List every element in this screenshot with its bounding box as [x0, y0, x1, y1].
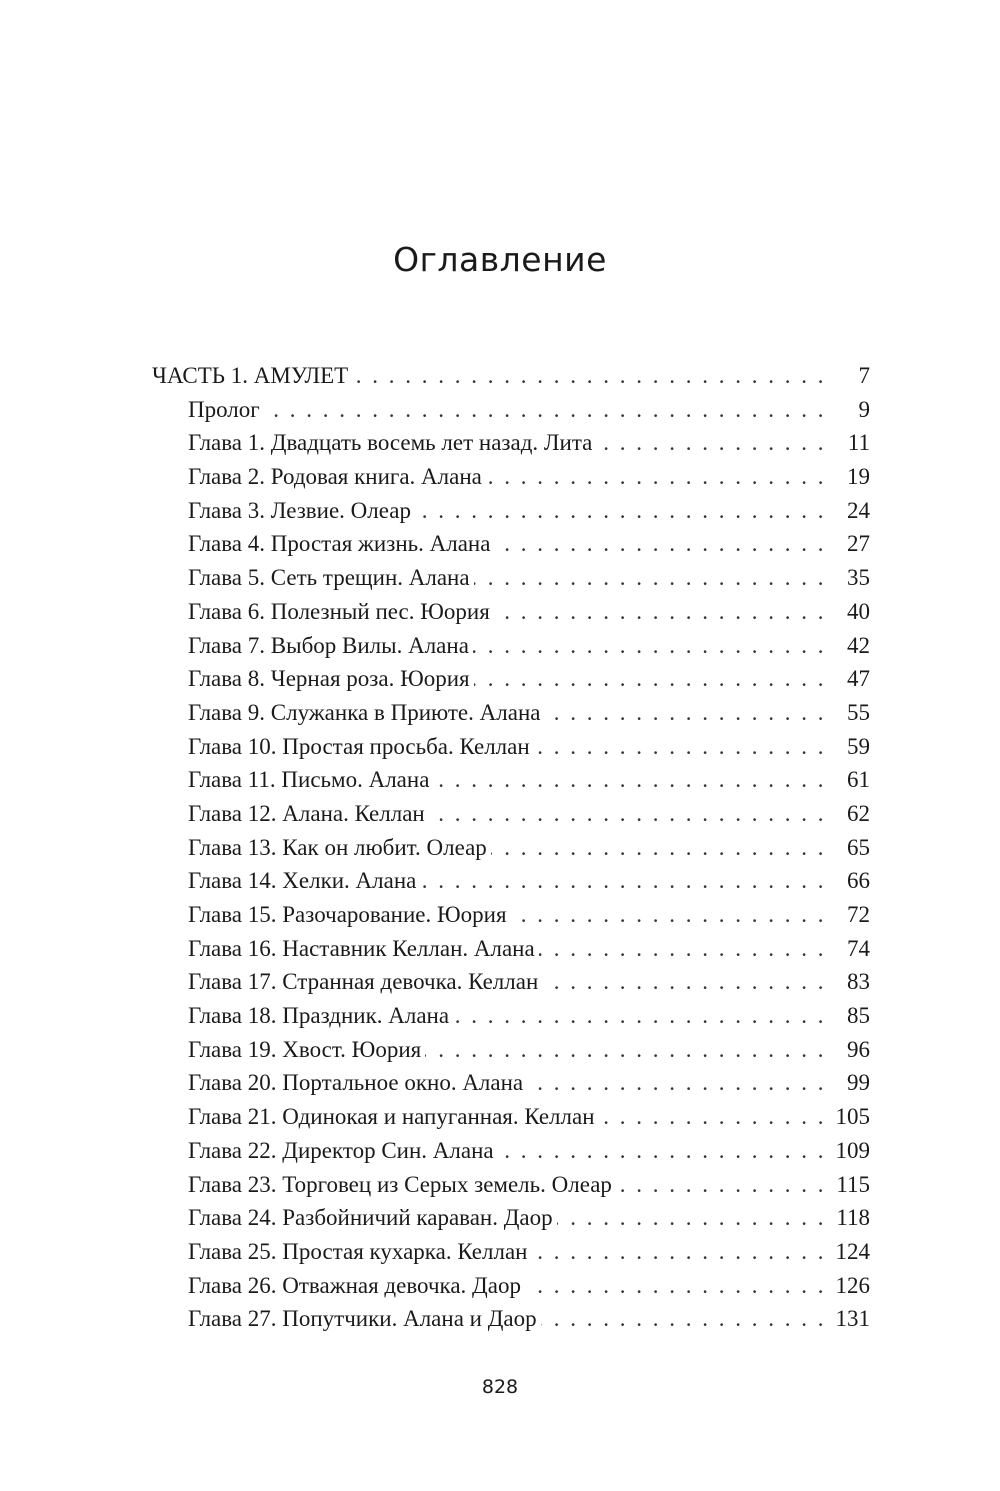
toc-entry[interactable]: [152, 831, 870, 865]
toc-entry-page: 124: [835, 1238, 870, 1264]
toc-entry[interactable]: [152, 1066, 870, 1100]
toc-entry-title: Глава 1. Двадцать восемь лет назад. Лита: [188, 430, 593, 456]
toc-entry-page: 74: [847, 935, 870, 961]
toc-entry[interactable]: [152, 797, 870, 831]
toc-entry-page: 62: [847, 800, 870, 826]
dot-leader: [616, 1168, 826, 1202]
dot-leader: [491, 831, 826, 865]
toc-entry-title: Глава 27. Попутчики. Алана и Даор: [188, 1306, 537, 1332]
toc-entry-page: 105: [835, 1104, 870, 1130]
toc-entry-title: Глава 18. Праздник. Алана: [188, 1003, 450, 1029]
dot-leader: [433, 763, 826, 797]
toc-entry[interactable]: [152, 965, 870, 999]
dot-leader: [425, 1033, 826, 1067]
toc-entry-title: Глава 22. Директор Син. Алана: [188, 1137, 494, 1163]
toc-entry-page: 72: [847, 902, 870, 927]
toc-entry-title: Глава 13. Как он любит. Олеар: [188, 834, 487, 860]
table-of-contents: [152, 359, 870, 1336]
toc-entry-page: 131: [835, 1306, 870, 1332]
toc-entry[interactable]: [152, 763, 870, 797]
dot-leader: [420, 864, 826, 898]
dot-leader: [511, 898, 826, 932]
toc-entry[interactable]: [152, 629, 870, 663]
toc-entry-title: Глава 12. Алана. Келлан: [188, 800, 425, 826]
dot-leader: [542, 965, 826, 999]
toc-entry-page: 27: [847, 531, 870, 557]
toc-entry-page: 126: [835, 1272, 870, 1298]
toc-entry-page: 24: [847, 497, 870, 523]
toc-entry-page: 109: [835, 1137, 870, 1163]
toc-entry-title: Глава 23. Торговец из Серых земель. Олеар: [188, 1171, 612, 1197]
toc-entry[interactable]: [152, 460, 870, 494]
toc-entry-title: Глава 26. Отважная девочка. Даор: [188, 1272, 521, 1298]
toc-entry-page: 55: [847, 699, 870, 725]
dot-leader: [264, 393, 826, 427]
toc-entry[interactable]: [152, 662, 870, 696]
dot-leader: [534, 730, 826, 764]
toc-entry-page: 47: [847, 666, 870, 692]
toc-entry-title: Глава 19. Хвост. Юория: [188, 1036, 422, 1062]
toc-entry[interactable]: [152, 730, 870, 764]
toc-entry[interactable]: [152, 1134, 870, 1168]
toc-entry-title: Глава 10. Простая просьба. Келлан: [188, 733, 530, 759]
page-number: 828: [481, 1376, 519, 1398]
toc-entry[interactable]: [152, 561, 870, 595]
dot-leader: [527, 1066, 826, 1100]
dot-leader: [474, 662, 826, 696]
page-title: Оглавление: [393, 240, 607, 279]
toc-entry-title: Глава 17. Странная девочка. Келлан: [188, 969, 539, 995]
dot-leader: [599, 1100, 826, 1134]
toc-entry-page: 42: [847, 632, 870, 658]
toc-entry-page: 35: [847, 565, 870, 591]
toc-entry-page: 7: [858, 363, 870, 388]
dot-leader: [541, 1302, 826, 1336]
toc-entry[interactable]: [152, 932, 870, 966]
toc-entry-title: Глава 21. Одинокая и напуганная. Келлан: [188, 1104, 595, 1130]
toc-entry[interactable]: [152, 999, 870, 1033]
toc-entry[interactable]: [152, 426, 870, 460]
toc-entry[interactable]: [152, 1235, 870, 1269]
toc-entry[interactable]: [152, 1168, 870, 1202]
dot-leader: [557, 1201, 826, 1235]
toc-entry[interactable]: [152, 595, 870, 629]
dot-leader: [429, 797, 826, 831]
toc-entry-title: Глава 6. Полезный пес. Юория: [188, 598, 490, 624]
toc-entry[interactable]: [152, 864, 870, 898]
toc-entry[interactable]: [152, 1302, 870, 1336]
dot-leader: [544, 696, 826, 730]
toc-entry-page: 11: [847, 430, 870, 456]
toc-entry-page: 59: [847, 733, 870, 759]
dot-leader: [486, 460, 826, 494]
dot-leader: [473, 629, 826, 663]
dot-leader: [531, 1235, 826, 1269]
toc-entry-page: 96: [847, 1036, 870, 1062]
toc-entry-page: 85: [847, 1003, 870, 1029]
toc-entry-page: 99: [847, 1070, 870, 1096]
toc-entry-title: Глава 11. Письмо. Алана: [188, 767, 430, 793]
toc-entry-title: Глава 2. Родовая книга. Алана: [188, 464, 482, 490]
dot-leader: [494, 527, 826, 561]
toc-entry-page: 19: [847, 464, 870, 490]
toc-entry-title: Глава 14. Хелки. Алана: [188, 868, 417, 894]
toc-entry-title: Глава 24. Разбойничий караван. Даор: [188, 1205, 553, 1231]
toc-entry-page: 83: [847, 969, 870, 995]
toc-entry[interactable]: [152, 1100, 870, 1134]
toc-entry-title: Глава 16. Наставник Келлан. Алана: [188, 935, 535, 961]
dot-leader: [539, 932, 826, 966]
toc-entry-page: 118: [836, 1205, 870, 1231]
toc-entry[interactable]: [152, 1201, 870, 1235]
toc-entry-title: Глава 9. Служанка в Приюте. Алана: [188, 699, 541, 725]
toc-entry-title: Глава 15. Разочарование. Юория: [188, 902, 507, 927]
dot-leader: [352, 359, 826, 393]
toc-entry-title: Глава 20. Портальное окно. Алана: [188, 1070, 524, 1096]
toc-entry-title: Глава 3. Лезвие. Олеар: [188, 497, 411, 523]
toc-entry[interactable]: [152, 359, 870, 393]
toc-entry-title: Глава 5. Сеть трещин. Алана: [188, 565, 470, 591]
toc-entry-title: ЧАСТЬ 1. АМУЛЕТ: [152, 363, 349, 388]
toc-entry-page: 61: [847, 767, 870, 793]
toc-entry-title: Пролог: [188, 396, 260, 422]
dot-leader: [494, 595, 826, 629]
dot-leader: [415, 494, 826, 528]
toc-entry[interactable]: [152, 898, 870, 932]
toc-entry-page: 40: [847, 598, 870, 624]
toc-entry[interactable]: [152, 393, 870, 427]
toc-entry[interactable]: [152, 494, 870, 528]
dot-leader: [474, 561, 826, 595]
toc-entry-title: Глава 8. Черная роза. Юория: [188, 666, 470, 692]
dot-leader: [525, 1269, 826, 1303]
toc-entry[interactable]: [152, 696, 870, 730]
toc-entry[interactable]: [152, 527, 870, 561]
toc-entry-page: 66: [847, 868, 870, 894]
toc-entry-page: 115: [836, 1171, 870, 1197]
toc-entry-page: 9: [858, 396, 870, 422]
dot-leader: [498, 1134, 826, 1168]
toc-entry-title: Глава 7. Выбор Вилы. Алана: [188, 632, 469, 658]
toc-entry[interactable]: [152, 1033, 870, 1067]
dot-leader: [453, 999, 826, 1033]
toc-entry[interactable]: [152, 1269, 870, 1303]
toc-entry-title: Глава 25. Простая кухарка. Келлан: [188, 1238, 528, 1264]
toc-entry-page: 65: [847, 834, 870, 860]
dot-leader: [596, 426, 826, 460]
toc-entry-title: Глава 4. Простая жизнь. Алана: [188, 531, 491, 557]
